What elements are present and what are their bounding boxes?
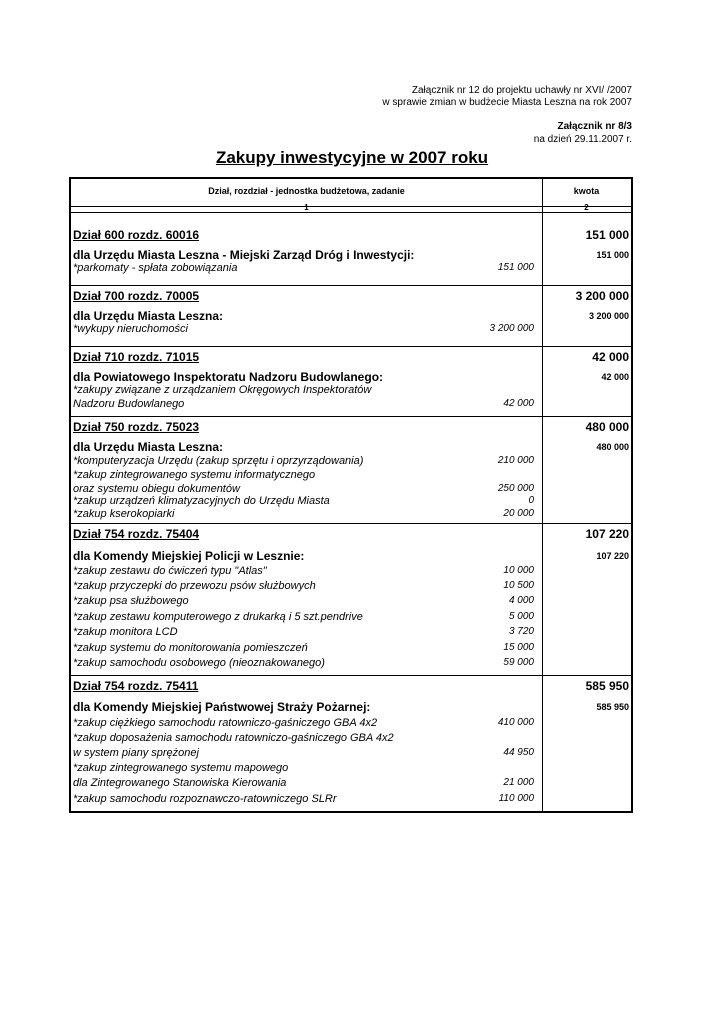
section-amount: 107 220 bbox=[585, 527, 629, 541]
task-line: *zakup przyczepki do przewozu psów służbowych bbox=[73, 580, 316, 592]
task-line: *zakup monitora LCD bbox=[73, 626, 178, 638]
task-line: *parkomaty - spłata zobowiązania bbox=[73, 262, 238, 274]
task-line: *zakup doposażenia samochodu ratowniczo-gaśniczego GBA 4x2 bbox=[73, 732, 394, 744]
section-divider bbox=[71, 346, 631, 347]
task-line: *zakup zintegrowanego systemu informatycznego bbox=[73, 469, 316, 481]
unit-amount: 42 000 bbox=[601, 372, 629, 382]
column-divider bbox=[542, 179, 543, 811]
annex-subject: w sprawie zmian w budżecie Miasta Leszna na rok 2007 bbox=[382, 97, 632, 108]
task-amount: 5 000 bbox=[508, 611, 534, 622]
investment-table bbox=[69, 177, 633, 813]
unit-heading: dla Komendy Miejskiej Państwowej Straży Pożarnej: bbox=[73, 700, 371, 714]
header-number-divider bbox=[71, 212, 631, 213]
unit-heading: dla Powiatowego Inspektoratu Nadzoru Budowlanego: bbox=[73, 370, 384, 384]
section-heading: Dział 754 rozdz. 75411 bbox=[73, 679, 199, 693]
unit-heading: dla Komendy Miejskiej Policji w Lesznie: bbox=[73, 549, 305, 563]
task-amount: 0 bbox=[528, 495, 534, 506]
unit-amount: 3 200 000 bbox=[588, 311, 629, 321]
task-line: *zakup zestawu do ćwiczeń typu "Atlas" bbox=[73, 565, 267, 577]
task-line: *zakup ciężkiego samochodu ratowniczo-gaśniczego GBA 4x2 bbox=[73, 717, 378, 729]
task-amount: 10 000 bbox=[503, 565, 534, 576]
section-heading: Dział 750 rozdz. 75023 bbox=[73, 420, 200, 434]
task-line: *zakup psa służbowego bbox=[73, 595, 189, 607]
column-header-amount: kwota bbox=[573, 186, 600, 196]
task-line: *wykupy nieruchomości bbox=[73, 323, 188, 335]
task-amount: 42 000 bbox=[503, 398, 534, 409]
task-amount: 20 000 bbox=[503, 508, 534, 519]
section-divider bbox=[71, 523, 631, 524]
task-line: *zakup systemu do monitorowania pomieszczeń bbox=[73, 642, 308, 654]
task-line: *zakup urządzeń klimatyzacyjnych do Urzędu Miasta bbox=[73, 495, 330, 507]
unit-heading: dla Urzędu Miasta Leszna: bbox=[73, 309, 224, 323]
section-amount: 480 000 bbox=[585, 420, 629, 434]
annex-date: na dzień 29.11.2007 r. bbox=[533, 134, 632, 145]
task-amount: 59 000 bbox=[503, 657, 534, 668]
task-line: *komputeryzacja Urzędu (zakup sprzętu i oprzyrządowania) bbox=[73, 455, 364, 467]
task-amount: 4 000 bbox=[508, 595, 534, 606]
task-amount: 15 000 bbox=[503, 642, 534, 653]
task-line: w system piany sprężonej bbox=[73, 747, 199, 759]
section-heading: Dział 754 rozdz. 75404 bbox=[73, 527, 200, 541]
unit-amount: 151 000 bbox=[596, 250, 629, 260]
task-amount: 250 000 bbox=[497, 483, 534, 494]
unit-amount: 480 000 bbox=[596, 442, 629, 452]
task-amount: 410 000 bbox=[497, 717, 534, 728]
unit-heading: dla Urzędu Miasta Leszna - Miejski Zarząd Dróg i Inwestycji: bbox=[73, 248, 415, 262]
column-number-2: 2 bbox=[584, 203, 589, 212]
section-amount: 585 950 bbox=[585, 679, 629, 693]
column-header-description: Dział, rozdział - jednostka budżetowa, zadanie bbox=[208, 186, 405, 196]
section-divider bbox=[71, 285, 631, 286]
task-line: *zakup zestawu komputerowego z drukarką i 5 szt.pendrive bbox=[73, 611, 363, 623]
task-amount: 3 200 000 bbox=[489, 323, 534, 334]
annex-reference: Załącznik nr 12 do projektu uchawły nr XVI/ /2007 bbox=[411, 85, 632, 96]
task-amount: 110 000 bbox=[498, 793, 534, 804]
section-amount: 42 000 bbox=[592, 350, 629, 364]
section-heading: Dział 700 rozdz. 70005 bbox=[73, 289, 200, 303]
section-amount: 151 000 bbox=[585, 228, 629, 242]
task-line: Nadzoru Budowlanego bbox=[73, 398, 185, 410]
task-line: oraz systemu obiegu dokumentów bbox=[73, 483, 240, 495]
task-amount: 210 000 bbox=[497, 455, 534, 466]
task-amount: 10 500 bbox=[503, 580, 534, 591]
section-heading: Dział 710 rozdz. 71015 bbox=[73, 350, 200, 364]
unit-heading: dla Urzędu Miasta Leszna: bbox=[73, 440, 224, 454]
section-amount: 3 200 000 bbox=[575, 289, 629, 303]
section-divider bbox=[71, 675, 631, 676]
page-title: Zakupy inwestycyjne w 2007 roku bbox=[215, 148, 489, 167]
unit-amount: 107 220 bbox=[596, 551, 629, 561]
task-line: dla Zintegrowanego Stanowiska Kierowania bbox=[73, 777, 287, 789]
task-line: *zakup zintegrowanego systemu mapowego bbox=[73, 762, 289, 774]
task-amount: 151 000 bbox=[497, 262, 534, 273]
annex-number: Załącznik nr 8/3 bbox=[557, 121, 632, 132]
section-heading: Dział 600 rozdz. 60016 bbox=[73, 228, 200, 242]
task-line: *zakup samochodu osobowego (nieoznakowanego) bbox=[73, 657, 325, 669]
task-amount: 3 720 bbox=[508, 626, 534, 637]
task-amount: 21 000 bbox=[503, 777, 534, 788]
column-number-1: 1 bbox=[304, 203, 309, 212]
task-amount: 44 950 bbox=[503, 747, 534, 758]
task-line: *zakupy związane z urządzaniem Okręgowych Inspektoratów bbox=[73, 384, 372, 396]
task-line: *zakup kserokopiarki bbox=[73, 508, 175, 520]
section-divider bbox=[71, 416, 631, 417]
unit-amount: 585 950 bbox=[596, 702, 629, 712]
task-line: *zakup samochodu rozpoznawczo-ratowniczego SLRr bbox=[73, 793, 337, 805]
